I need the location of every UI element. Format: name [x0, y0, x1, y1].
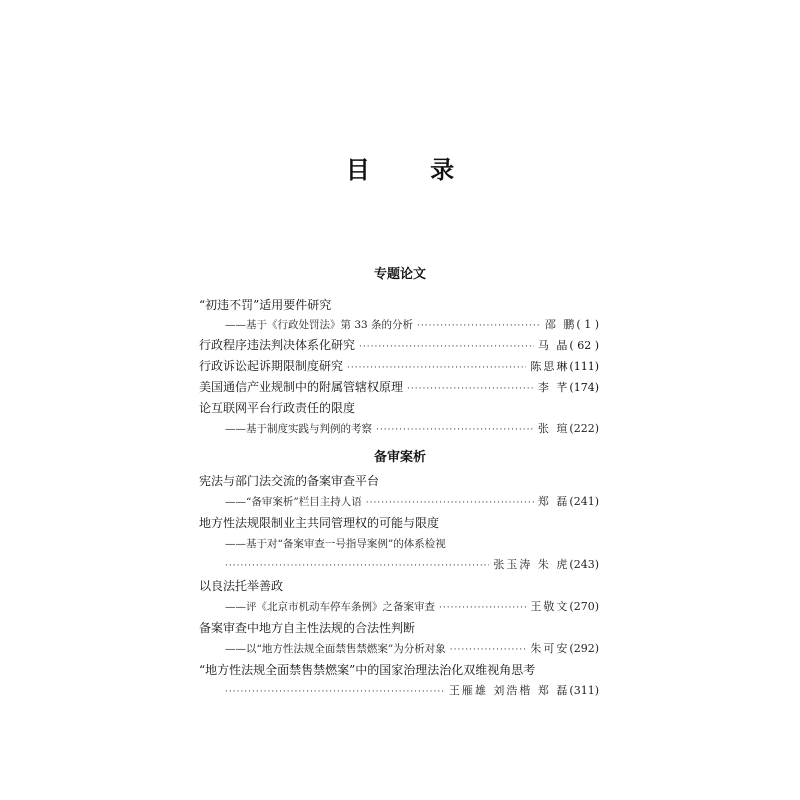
- leader-dots: [225, 683, 445, 701]
- toc-entry-leader-row[interactable]: [225, 682, 599, 700]
- entry-author: 朱可安: [530, 642, 570, 655]
- toc-entry-subtitle-row[interactable]: [225, 598, 599, 616]
- leader-dots: [366, 494, 534, 512]
- entry-title: “初违不罚”适用要件研究: [199, 298, 332, 312]
- leader-dots: [407, 380, 534, 398]
- toc-entry-title[interactable]: [199, 399, 599, 417]
- entry-author: 李 芊: [537, 381, 570, 394]
- leader-dots: [417, 317, 541, 335]
- toc-entry-subtitle-row[interactable]: [225, 493, 599, 511]
- entry-title: “地方性法规全面禁售禁燃案”中的国家治理法治化双维视角思考: [199, 663, 536, 677]
- entry-page: (270): [569, 600, 599, 613]
- section-heading-special-papers: 专题论文: [373, 267, 426, 282]
- toc-entry-subtitle-row[interactable]: [225, 640, 599, 658]
- toc-entry-title[interactable]: [199, 661, 599, 679]
- leader-dots: [376, 421, 534, 439]
- entry-page: ( 1 ): [576, 318, 599, 331]
- entry-page: (243): [569, 558, 599, 571]
- toc-entry-title[interactable]: [199, 472, 599, 490]
- entry-page: (111): [569, 360, 599, 373]
- entry-subtitle: ——基于《行政处罚法》第 33 条的分析: [225, 319, 414, 331]
- entry-title: 美国通信产业规制中的附属管辖权原理: [199, 380, 404, 394]
- entry-page: (222): [569, 422, 599, 435]
- entry-subtitle: ——基于制度实践与判例的考察: [225, 423, 372, 435]
- entry-subtitle: ——评《北京市机动车停车条例》之备案审查: [225, 601, 435, 613]
- leader-dots: [225, 557, 489, 575]
- toc-entry-title[interactable]: [199, 296, 599, 314]
- entry-page: (311): [569, 684, 599, 697]
- toc-entry-title[interactable]: [199, 514, 599, 532]
- entry-title: 行政诉讼起诉期限制度研究: [199, 359, 344, 373]
- toc-entry-row[interactable]: [199, 378, 599, 396]
- entry-title: 宪法与部门法交流的备案审查平台: [199, 474, 380, 488]
- entry-title: 论互联网平台行政责任的限度: [199, 401, 356, 415]
- leader-dots: [347, 359, 526, 377]
- entry-title: 地方性法规限制业主共同管理权的可能与限度: [199, 516, 440, 530]
- leader-dots: [450, 641, 527, 659]
- entry-subtitle: ——基于对“备案审查一号指导案例”的体系检视: [225, 538, 446, 550]
- entry-page: ( 62 ): [569, 339, 599, 352]
- entry-author: 张 瑄: [537, 422, 570, 435]
- entry-title: 备案审查中地方自主性法规的合法性判断: [199, 621, 416, 635]
- toc-entry-leader-row[interactable]: [225, 556, 599, 574]
- entry-author: 郑 磊: [537, 495, 570, 508]
- toc-entry-subtitle-row[interactable]: [225, 316, 599, 334]
- toc-entry-row[interactable]: [199, 336, 599, 354]
- entry-author: 马 晶: [537, 339, 570, 352]
- toc-entry-title[interactable]: [199, 577, 599, 595]
- entry-page: (292): [569, 642, 599, 655]
- entry-subtitle: ——以“地方性法规全面禁售禁燃案”为分析对象: [225, 643, 446, 655]
- entry-title: 行政程序违法判决体系化研究: [199, 338, 356, 352]
- entry-author: 王敬文: [530, 600, 570, 613]
- entry-author: 张玉涛 朱 虎: [493, 558, 570, 571]
- toc-title: 目 录: [345, 155, 481, 184]
- entry-author: 陈思琳: [530, 360, 570, 373]
- entry-title: 以良法托举善政: [199, 579, 284, 593]
- leader-dots: [359, 338, 534, 356]
- toc-entry-row[interactable]: [199, 357, 599, 375]
- entry-page: (241): [569, 495, 599, 508]
- entry-author: 王雁雄 刘浩楷 郑 磊: [448, 684, 570, 697]
- entry-page: (174): [569, 381, 599, 394]
- toc-entry-subtitle[interactable]: [225, 535, 599, 553]
- toc-entry-subtitle-row[interactable]: [225, 420, 599, 438]
- leader-dots: [439, 599, 526, 617]
- section-heading-filing-review: 备审案析: [373, 450, 426, 465]
- toc-entry-title[interactable]: [199, 619, 599, 637]
- entry-subtitle: ——“备审案析”栏目主持人语: [225, 496, 362, 508]
- entry-author: 邵 鹏: [544, 318, 577, 331]
